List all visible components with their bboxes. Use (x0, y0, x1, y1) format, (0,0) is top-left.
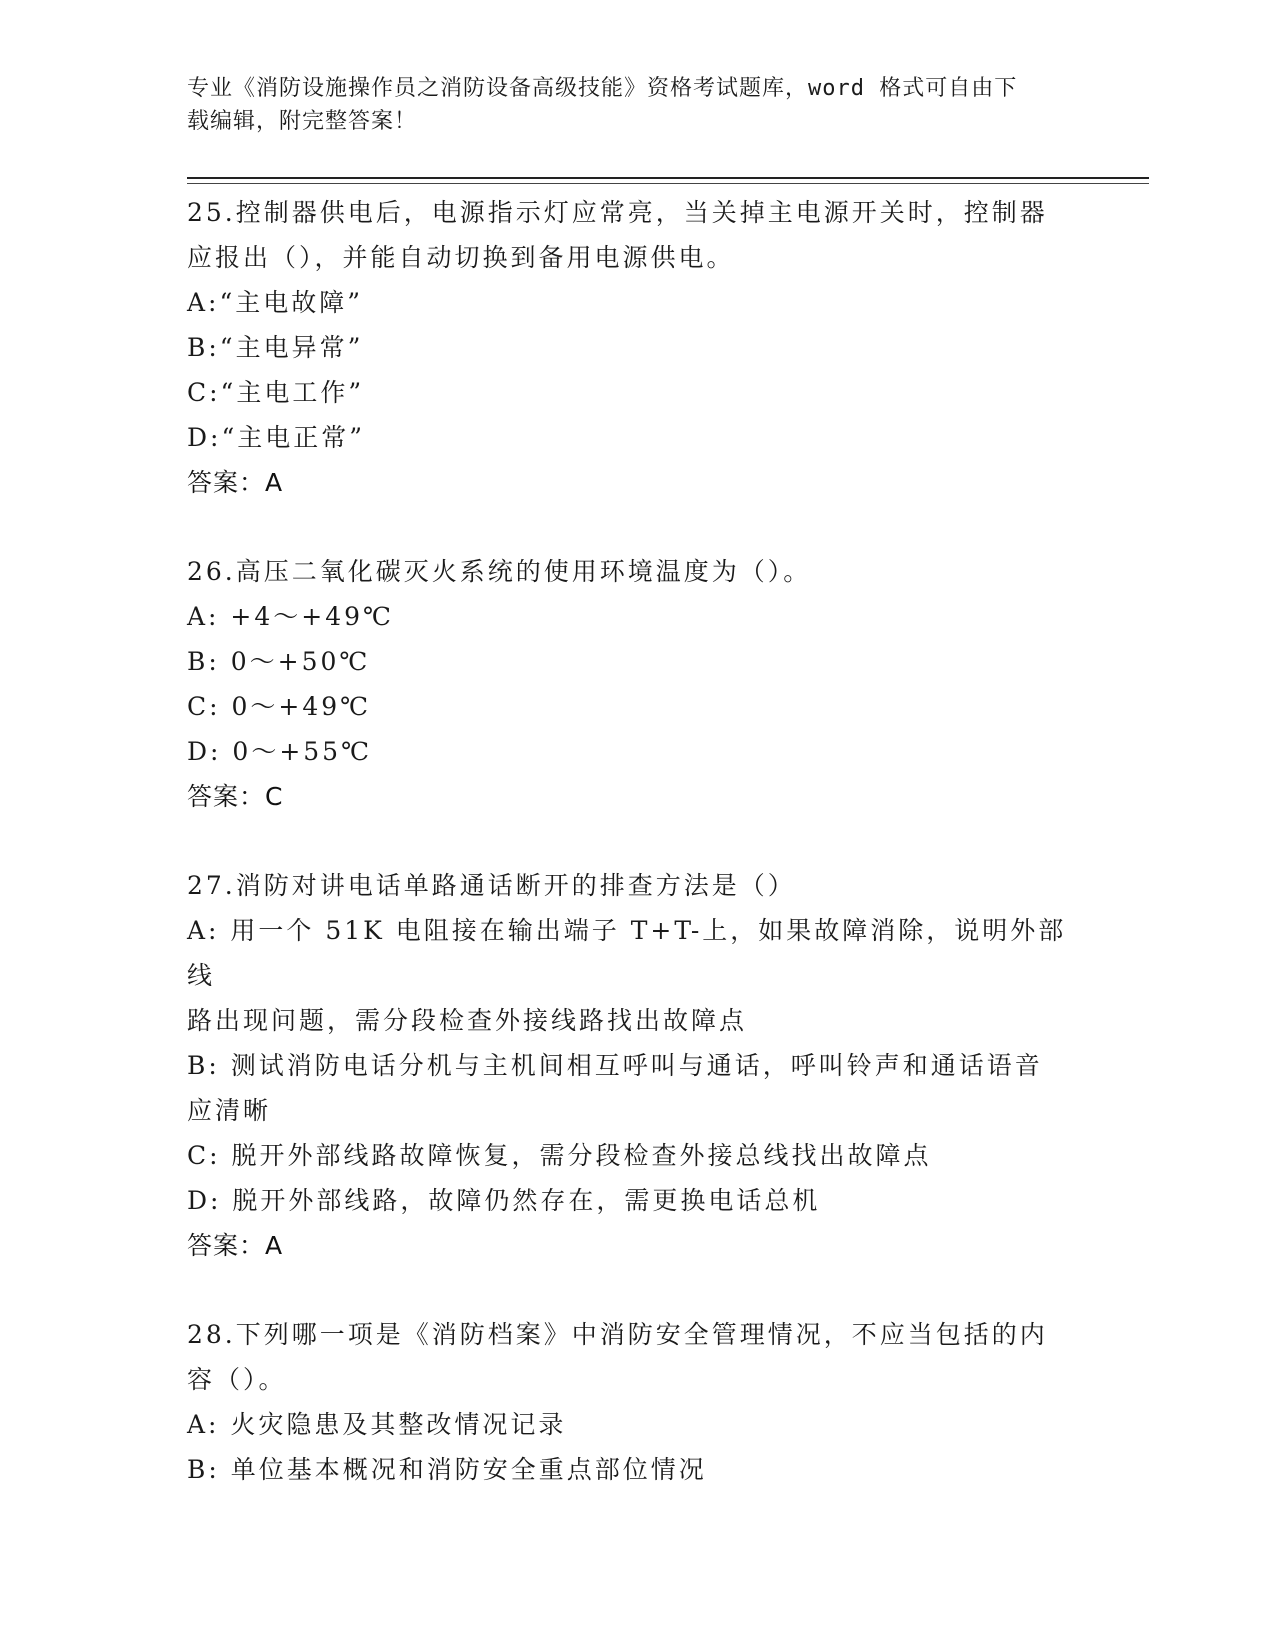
option-c: C: 0～+49℃ (187, 692, 372, 721)
question-stem-line: 26.高压二氧化碳灭火系统的使用环境温度为（）。 (187, 557, 812, 586)
question-stem-line: 27.消防对讲电话单路通话断开的排查方法是（） (187, 871, 796, 900)
question-stem-line: 应报出（），并能自动切换到备用电源供电。 (187, 243, 735, 272)
answer: 答案：A (187, 468, 284, 497)
option-b-continued: 应清晰 (187, 1096, 272, 1125)
option-b: B: 单位基本概况和消防安全重点部位情况 (187, 1455, 707, 1484)
answer: 答案：C (187, 782, 284, 811)
option-c: C:“主电工作” (187, 378, 365, 407)
option-a: A: 用一个 51K 电阻接在输出端子 T+T-上，如果故障消除，说明外部线 (187, 916, 1067, 990)
question-26 (187, 549, 1087, 819)
header-divider-thick (187, 177, 1149, 179)
question-list (187, 190, 1087, 1536)
option-d: D: 脱开外部线路，故障仍然存在，需更换电话总机 (187, 1186, 821, 1215)
document-header (187, 72, 1067, 138)
option-b: B: 测试消防电话分机与主机间相互呼叫与通话，呼叫铃声和通话语音 (187, 1051, 1043, 1080)
question-25 (187, 190, 1087, 505)
question-stem-line: 容（）。 (187, 1365, 287, 1394)
option-a-continued: 路出现问题，需分段检查外接线路找出故障点 (187, 1006, 748, 1035)
option-d: D: 0～+55℃ (187, 737, 373, 766)
option-d: D:“主电正常” (187, 423, 366, 452)
option-b: B: 0～+50℃ (187, 647, 371, 676)
header-line-1: 专业《消防设施操作员之消防设备高级技能》资格考试题库，word 格式可自由下 (187, 76, 1018, 101)
option-a: A: +4～+49℃ (187, 602, 395, 631)
answer: 答案：A (187, 1231, 284, 1260)
question-27 (187, 863, 1087, 1268)
option-a: A:“主电故障” (187, 288, 364, 317)
header-divider-thin (187, 183, 1149, 184)
option-b: B:“主电异常” (187, 333, 364, 362)
header-line-2: 载编辑，附完整答案！ (187, 109, 418, 134)
option-c: C: 脱开外部线路故障恢复，需分段检查外接总线找出故障点 (187, 1141, 932, 1170)
option-a: A: 火灾隐患及其整改情况记录 (187, 1410, 567, 1439)
question-stem-line: 25.控制器供电后，电源指示灯应常亮，当关掉主电源开关时，控制器 (187, 198, 1048, 227)
question-stem-line: 28.下列哪一项是《消防档案》中消防安全管理情况，不应当包括的内 (187, 1320, 1048, 1349)
question-28 (187, 1312, 1087, 1492)
